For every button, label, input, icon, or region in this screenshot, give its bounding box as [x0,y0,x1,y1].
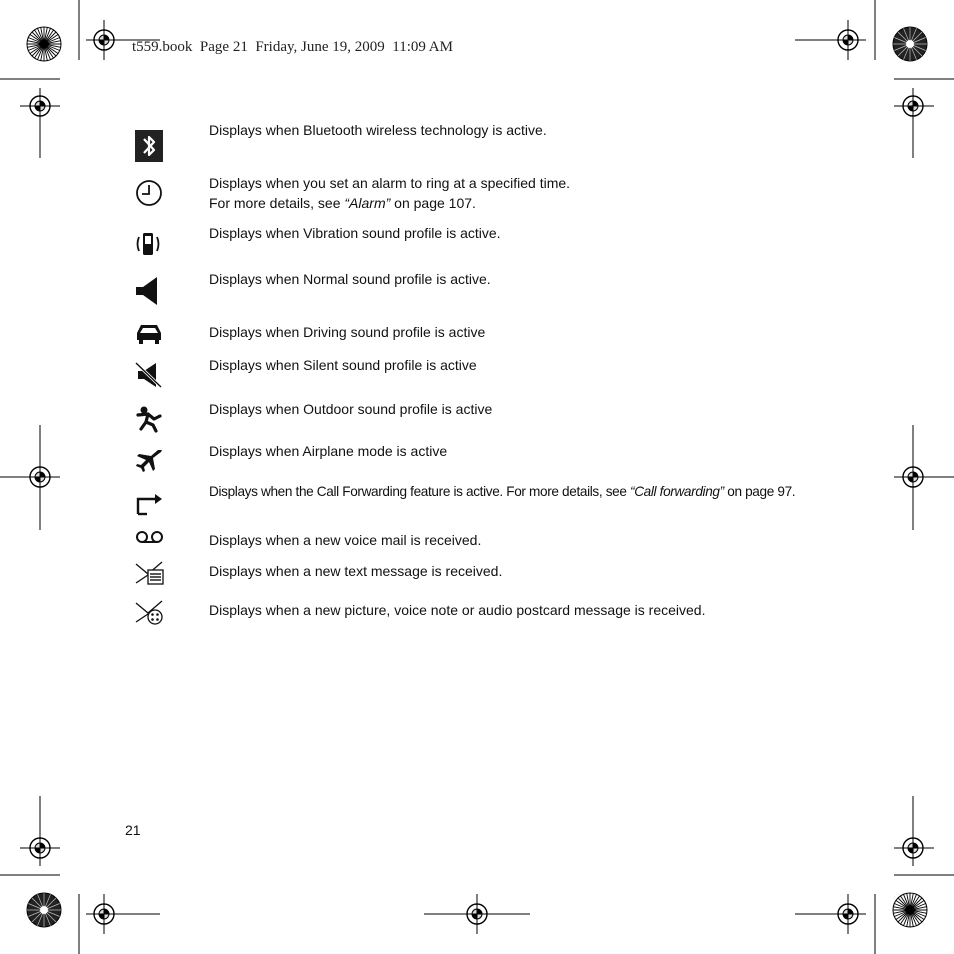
airplane-description: Displays when Airplane mode is active [209,443,448,459]
normal-description: Displays when Normal sound profile is active. [209,271,491,287]
alarm-ref-prefix: For more details, see [209,195,345,211]
driving-description: Displays when Driving sound profile is active [209,324,486,340]
call-forwarding-link[interactable]: “Call forwarding” [630,484,724,499]
text-message-description: Displays when a new text message is received. [209,563,503,579]
voicemail-description: Displays when a new voice mail is received. [209,532,482,548]
call-forward-suffix: on page 97. [723,484,796,499]
bluetooth-description: Displays when Bluetooth wireless technology is active. [209,122,547,138]
airplane-icon [134,447,164,473]
alarm-icon [135,179,163,207]
outdoor-description: Displays when Outdoor sound profile is active [209,401,493,417]
alarm-ref-suffix: on page 107. [390,195,476,211]
driving-car-icon [135,322,163,346]
call-forward-prefix: Displays when the Call Forwarding feature is active. For more details, see [209,484,631,499]
text-message-icon [134,561,166,587]
picture-message-icon [134,600,166,626]
alarm-link[interactable]: “Alarm” [344,195,391,211]
alarm-description: Displays when you set an alarm to ring at a specified time. [209,175,571,191]
vibration-description: Displays when Vibration sound profile is active. [209,225,501,241]
call-forward-icon [135,490,165,516]
outdoor-runner-icon [135,405,163,433]
call-forward-description [209,482,795,502]
bluetooth-icon [135,130,163,162]
page-number: 21 [125,822,141,838]
alarm-reference-line [209,193,570,213]
picture-message-description: Displays when a new picture, voice note or audio postcard message is received. [209,602,706,618]
print-header: t559.book Page 21 Friday, June 19, 2009 11:09 AM [132,39,453,55]
voicemail-icon [135,530,165,546]
silent-speaker-icon [134,361,164,389]
silent-description: Displays when Silent sound profile is active [209,357,477,373]
vibration-icon [134,229,162,261]
normal-sound-icon [134,275,162,307]
